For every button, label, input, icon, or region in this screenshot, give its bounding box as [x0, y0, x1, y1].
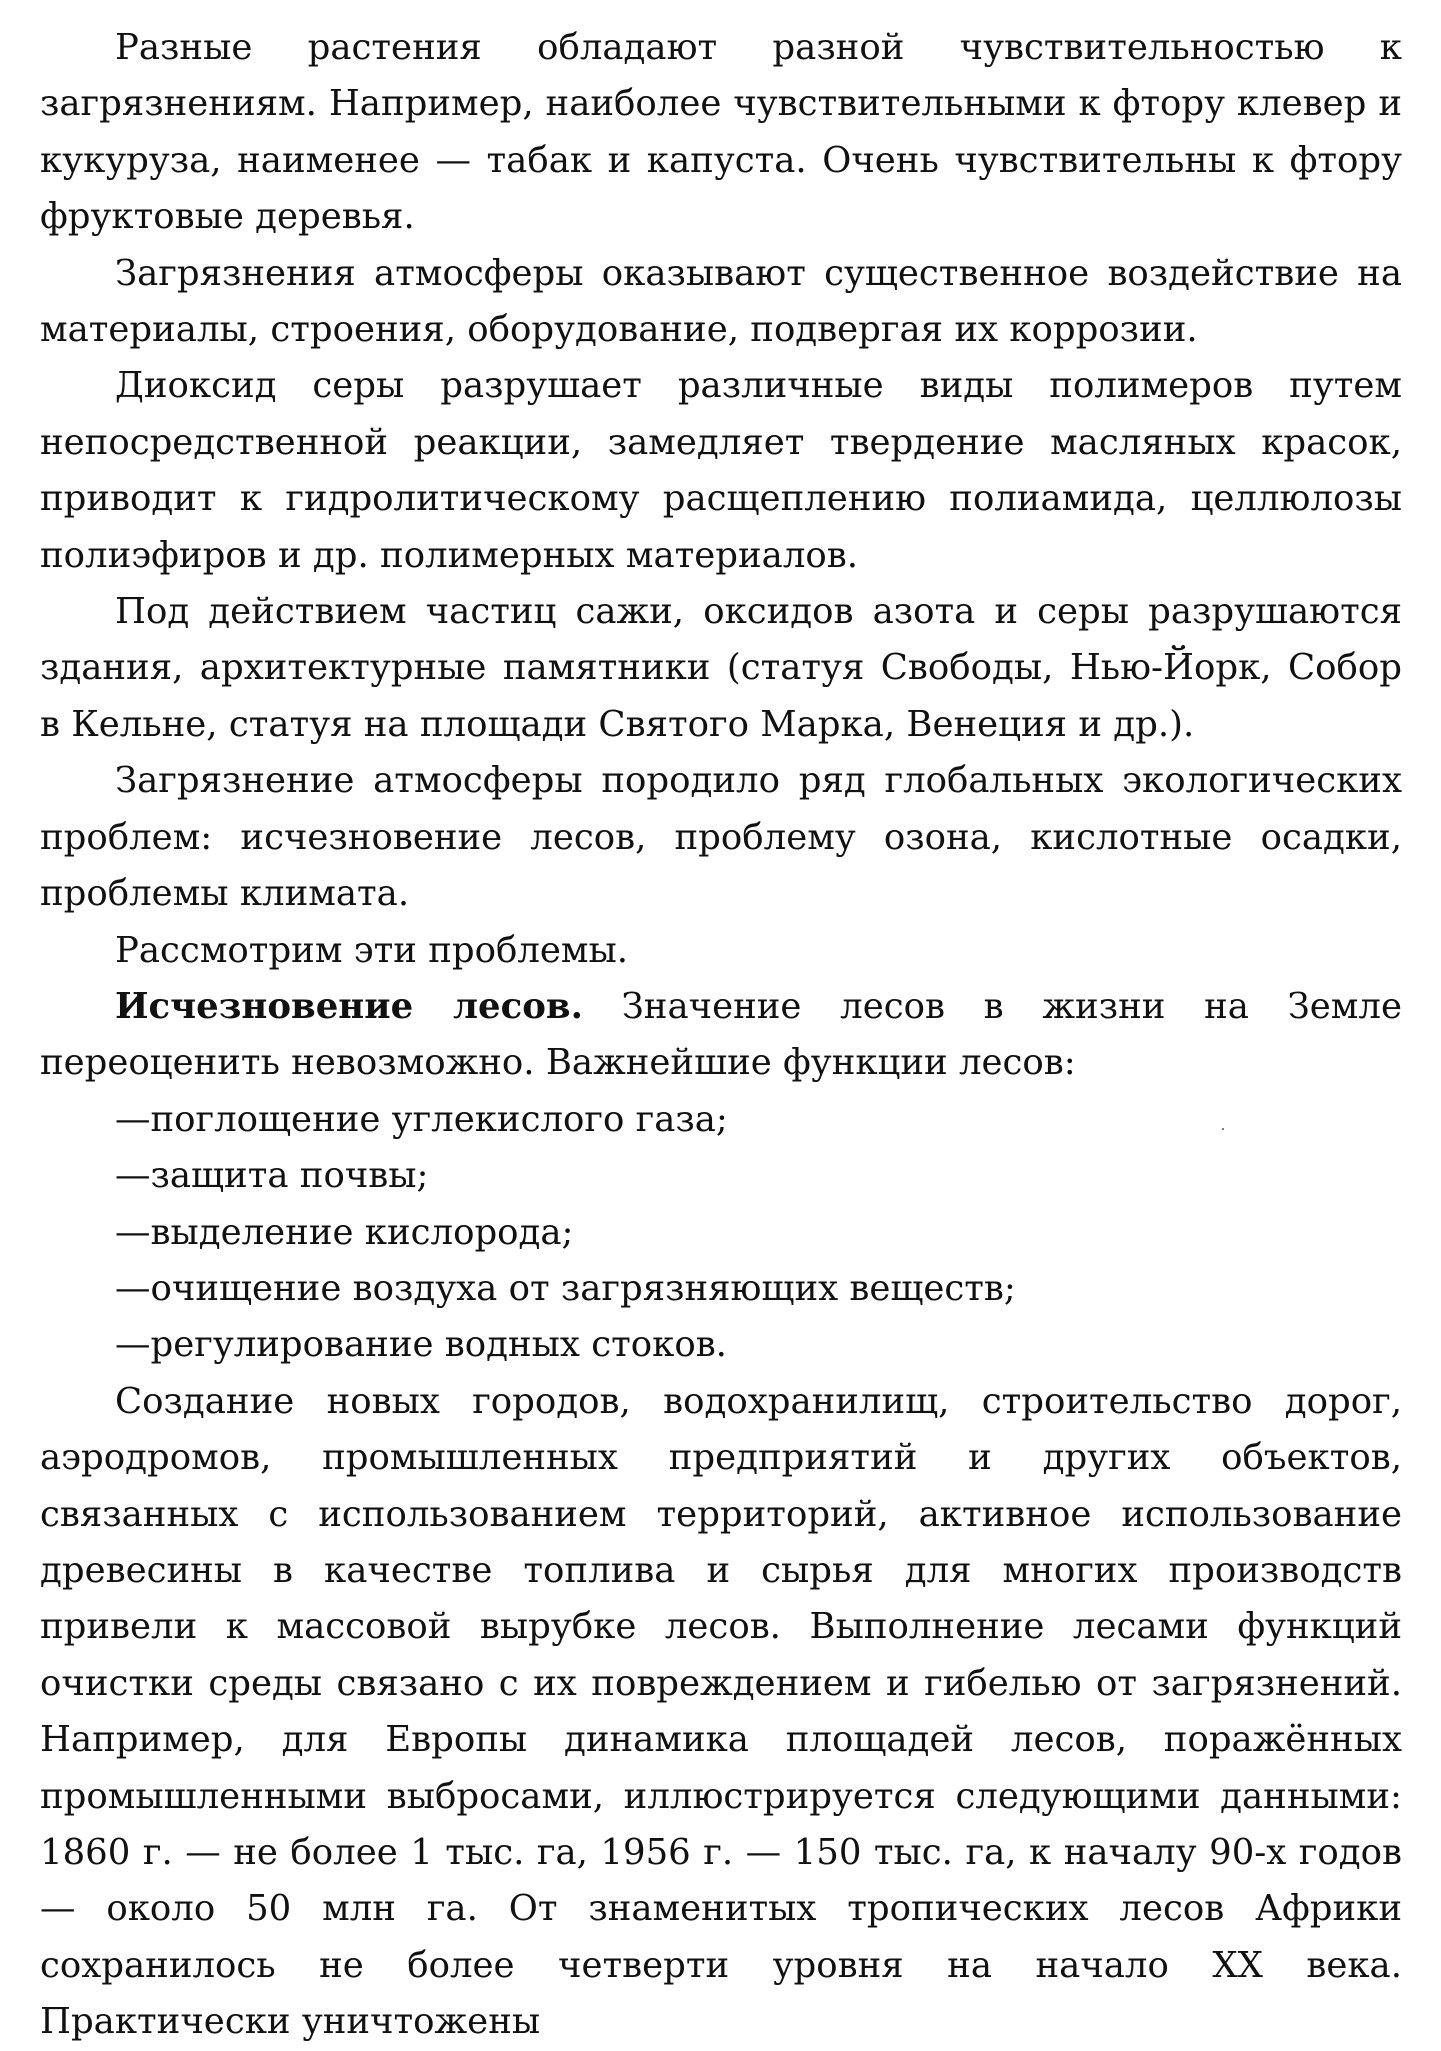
- paragraph-forest-intro: [40, 979, 1402, 1092]
- paragraph-consider-problems: Рассмотрим эти проблемы.: [115, 929, 629, 971]
- forest-intro-text: Значение лесов в жизни на Земле переоценить невозможно. Важнейшие функции лесов:: [40, 985, 1402, 1084]
- paragraph-monuments: Под действием частиц сажи, оксидов азота и серы разрушаются здания, архитектурные памятники (статуя Свободы, Нью-Йорк, Собор в Кельне, статуя на площади Святого Марка, Венеция и др.).: [40, 591, 1402, 745]
- paragraph-global-problems: Загрязнение атмосферы породило ряд глобальных экологических проблем: исчезновение лесов, проблему озона, кислотные осадки, проблемы климата.: [40, 760, 1402, 915]
- scan-speck: [1222, 1128, 1224, 1130]
- paragraph-material-corrosion: Загрязнения атмосферы оказывают существенное воздействие на материалы, строения, оборудование, подвергая их коррозии.: [40, 252, 1402, 351]
- paragraph-plant-sensitivity: Разные растения обладают разной чувствительностью к загрязнениям. Например, наиболее чувствительными к фтору клевер и кукуруза, наименее — табак и капуста. Очень чувствительны к фтору фруктовые деревья.: [40, 27, 1402, 238]
- paragraph-deforestation: Создание новых городов, водохранилищ, строительство дорог, аэродромов, промышленных предприятий и других объектов, связанных с использованием территорий, активное использование древесины в качестве топлива и сырья для многих производств привели к массовой вырубке лесов. Выполнение лесами функций очистки среды связано с их повреждением и гибелью от загрязнений. Например, для Европы динамика площадей лесов, поражённых промышленными выбросами, иллюстрируется следующими данными: 1860 г. — не более 1 тыс. га, 1956 г. — 150 тыс. га, к началу 90-х годов — около 50 млн га. От знаменитых тропических лесов Африки сохранилось не более четверти уровня на начало XX века. Практически уничтожены: [40, 1380, 1402, 2043]
- section-heading-forest-loss: Исчезновение лесов.: [115, 985, 583, 1027]
- list-item: —поглощение углекислого газа;: [115, 1098, 728, 1140]
- list-item: —регулирование водных стоков.: [115, 1324, 727, 1366]
- list-item: —защита почвы;: [115, 1155, 429, 1197]
- list-item: —выделение кислорода;: [115, 1211, 574, 1253]
- paragraph-sulfur-dioxide: Диоксид серы разрушает различные виды полимеров путем непосредственной реакции, замедляет твердение масляных красок, приводит к гидролитическому расщеплению полиамида, целлюлозы полиэфиров и др. полимерных материалов.: [40, 365, 1402, 576]
- document-page: [40, 20, 1402, 2051]
- list-item: —очищение воздуха от загрязняющих веществ;: [115, 1267, 1016, 1309]
- forest-functions-list: [40, 1092, 1402, 1374]
